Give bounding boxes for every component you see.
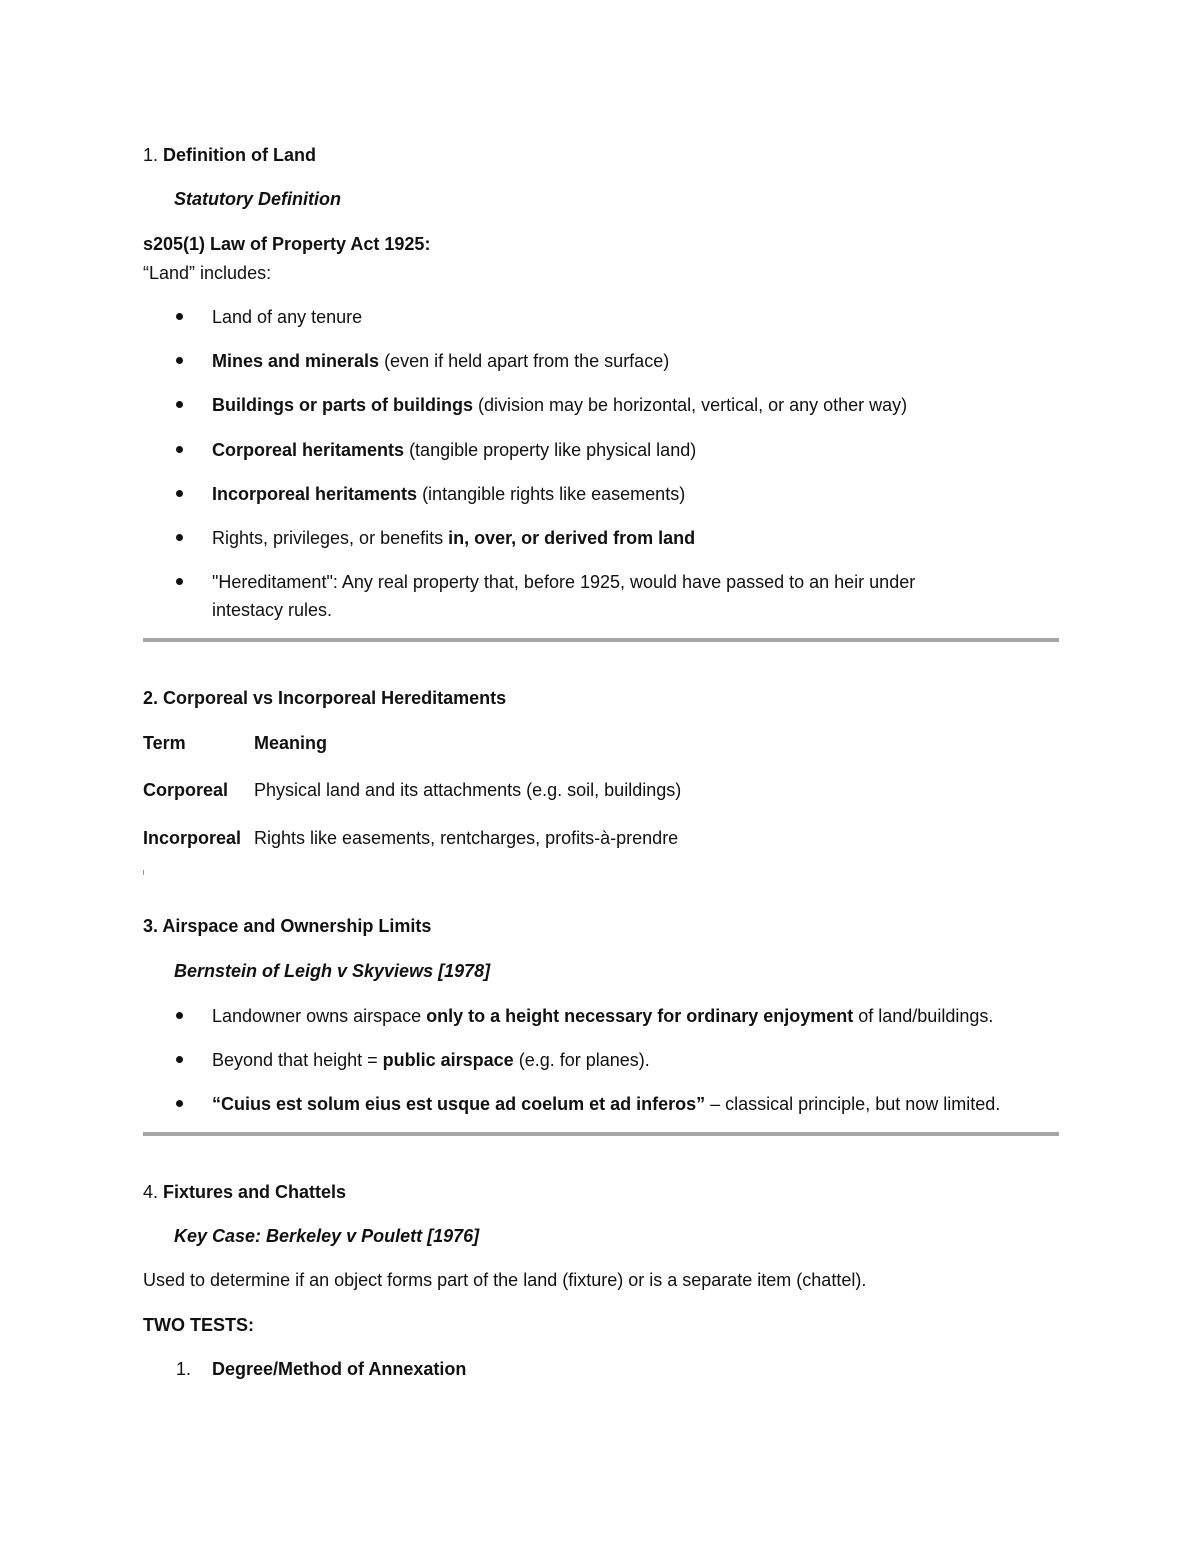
table-cell-meaning: Physical land and its attachments (e.g. soil, buildings) — [254, 780, 682, 800]
text-cursor-mark — [143, 870, 144, 875]
list-item: “Cuius est solum eius est usque ad coelum et ad inferos” – classical principle, but now limited. — [212, 1094, 1001, 1114]
section3-heading: 3. Airspace and Ownership Limits — [143, 916, 432, 936]
list-item: Rights, privileges, or benefits in, over, or derived from land — [212, 528, 696, 548]
bullet-icon — [176, 313, 183, 320]
list-item: Landowner owns airspace only to a height necessary for ordinary enjoyment of land/buildings. — [212, 1006, 994, 1026]
list-item: Corporeal heritaments (tangible property like physical land) — [212, 440, 697, 460]
section1-heading-number: 1. — [143, 145, 159, 165]
section1-heading-text: Definition of Land — [163, 145, 317, 165]
bullet-icon — [176, 1012, 183, 1019]
bullet-icon — [176, 578, 183, 585]
section4-heading-text: Fixtures and Chattels — [163, 1182, 347, 1202]
list-item-hereditament-line2: intestacy rules. — [212, 600, 333, 620]
bullet-icon — [176, 357, 183, 364]
list-item: Beyond that height = public airspace (e.g. for planes). — [212, 1050, 650, 1070]
section4-case: Key Case: Berkeley v Poulett [1976] — [174, 1226, 480, 1246]
section-divider — [143, 1132, 1059, 1136]
section1-subheading: Statutory Definition — [174, 189, 341, 209]
bullet-icon — [176, 1056, 183, 1063]
list-number: 1. — [176, 1359, 192, 1379]
section4-intro: Used to determine if an object forms part of the land (fixture) or is a separate item (chattel). — [143, 1270, 867, 1290]
list-item: Incorporeal heritaments (intangible rights like easements) — [212, 484, 686, 504]
bullet-icon — [176, 401, 183, 408]
section4-heading-number: 4. — [143, 1182, 159, 1202]
bullet-icon — [176, 446, 183, 453]
list-item-hereditament-line1: "Hereditament": Any real property that, before 1925, would have passed to an heir under — [212, 572, 916, 592]
section-divider — [143, 638, 1059, 642]
table-cell-term: Corporeal — [143, 780, 229, 800]
statute-reference: s205(1) Law of Property Act 1925: — [143, 234, 431, 254]
table-header-meaning: Meaning — [254, 733, 328, 753]
section1-heading — [143, 143, 316, 167]
bullet-icon — [176, 1100, 183, 1107]
section2-heading: 2. Corporeal vs Incorporeal Hereditaments — [143, 688, 507, 708]
list-item: Land of any tenure — [212, 307, 363, 327]
list-item: Buildings or parts of buildings (division may be horizontal, vertical, or any other way) — [212, 395, 908, 415]
bullet-icon — [176, 490, 183, 497]
table-cell-meaning: Rights like easements, rentcharges, profits-à-prendre — [254, 828, 679, 848]
section4-heading — [143, 1180, 346, 1204]
tests-label: TWO TESTS: — [143, 1315, 254, 1335]
table-cell-term: Incorporeal — [143, 828, 242, 848]
list-item: Degree/Method of Annexation — [212, 1359, 467, 1379]
list-item: Mines and minerals (even if held apart from the surface) — [212, 351, 670, 371]
definition-intro: “Land” includes: — [143, 263, 272, 283]
bullet-icon — [176, 534, 183, 541]
section3-case: Bernstein of Leigh v Skyviews [1978] — [174, 961, 491, 981]
table-header-term: Term — [143, 733, 186, 753]
